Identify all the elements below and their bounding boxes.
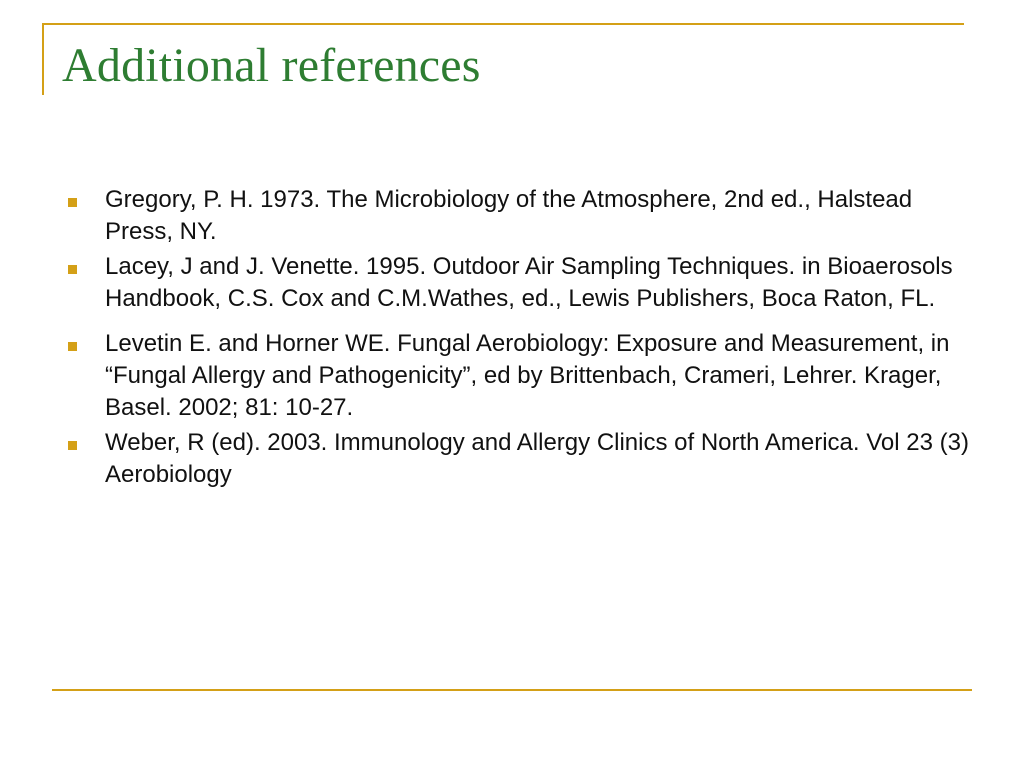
reference-item: [66, 184, 976, 248]
square-bullet-icon: [68, 265, 77, 274]
reference-text: Levetin E. and Horner WE. Fungal Aerobiology: Exposure and Measurement, in “Fungal Allergy and Pathogenicity”, ed by Brittenbach, Crameri, Lehrer. Krager, Basel. 2002; 81: 10-27.: [105, 330, 950, 421]
reference-item: [66, 427, 976, 491]
square-bullet-icon: [68, 198, 77, 207]
slide-title: Additional references: [62, 39, 481, 92]
frame-top-rule: [42, 23, 964, 25]
reference-text: Weber, R (ed). 2003. Immunology and Allergy Clinics of North America. Vol 23 (3) Aerobiology: [105, 429, 969, 488]
frame-left-rule: [42, 23, 44, 95]
square-bullet-icon: [68, 342, 77, 351]
square-bullet-icon: [68, 441, 77, 450]
reference-item: [66, 328, 976, 424]
reference-text: Lacey, J and J. Venette. 1995. Outdoor Air Sampling Techniques. in Bioaerosols Handbook, C.S. Cox and C.M.Wathes, ed., Lewis Publishers, Boca Raton, FL.: [105, 253, 953, 312]
reference-text: Gregory, P. H. 1973. The Microbiology of the Atmosphere, 2nd ed., Halstead Press, NY.: [105, 186, 913, 245]
reference-item: [66, 251, 976, 315]
reference-list: [66, 184, 976, 494]
footer-rule: [52, 689, 972, 691]
